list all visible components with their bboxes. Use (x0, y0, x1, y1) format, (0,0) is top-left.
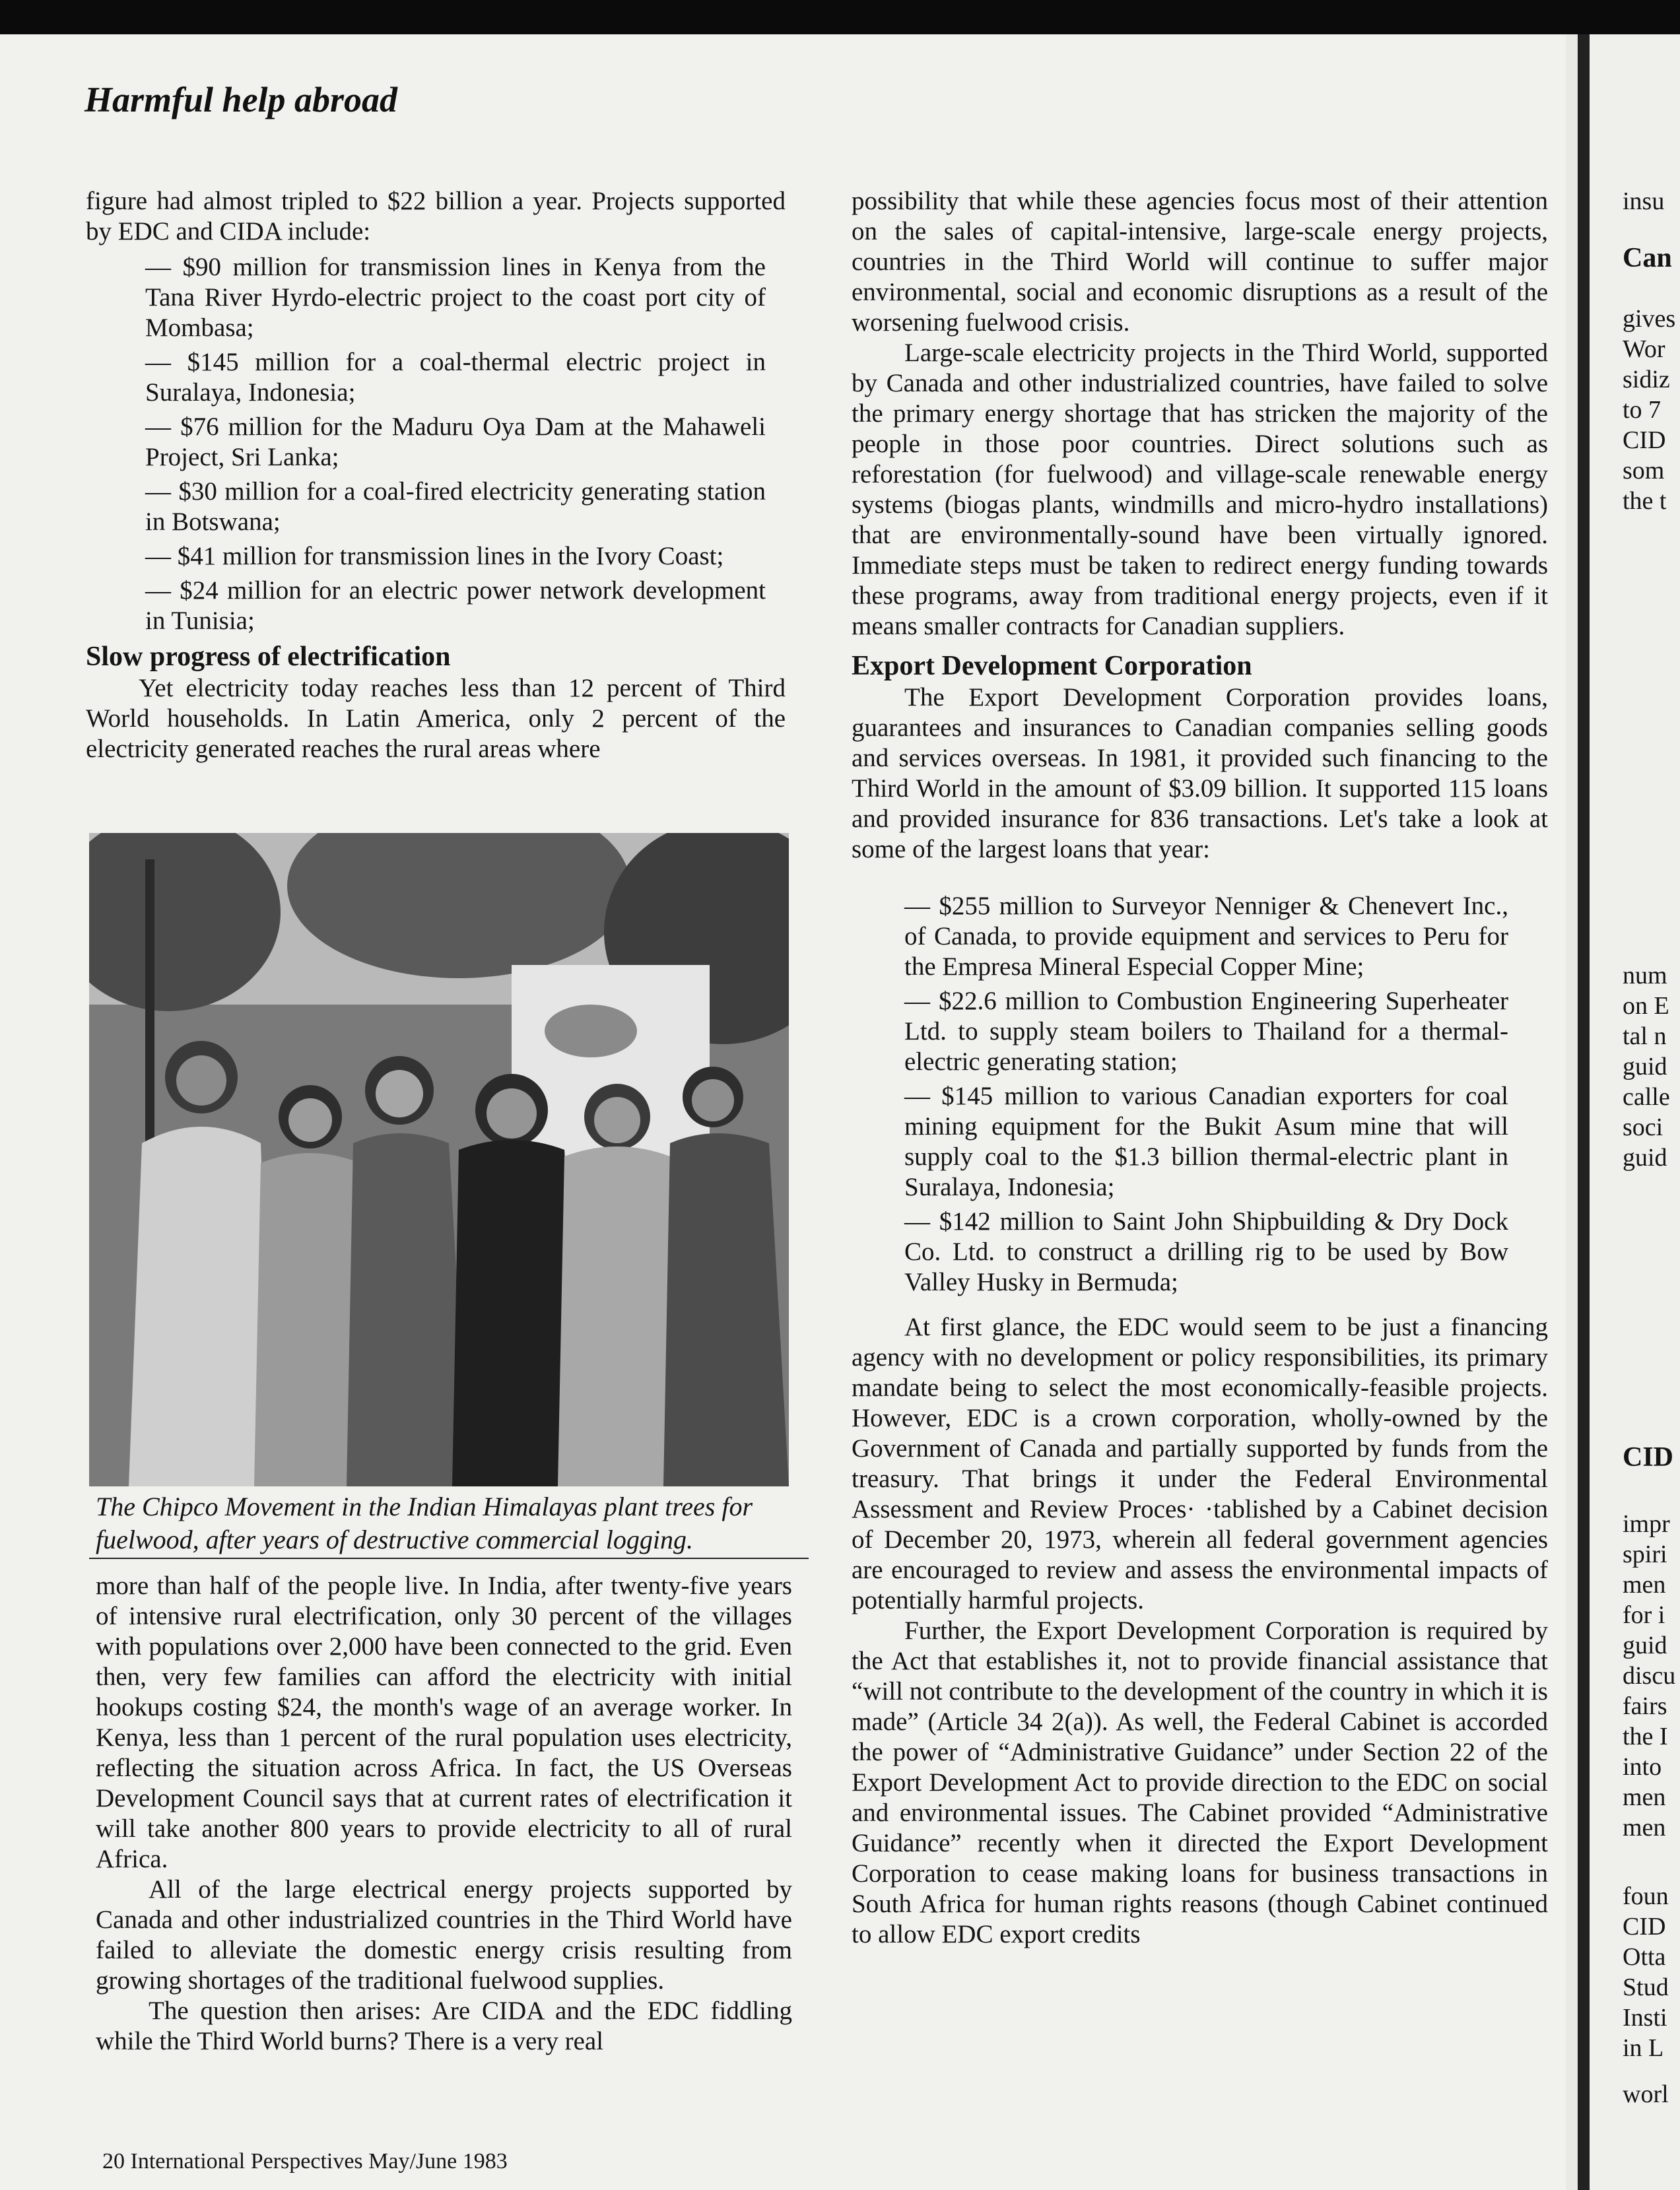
photo-illustration (89, 833, 789, 1486)
fragment-block-1: gives Wor sidiz to 7 CID som the t (1623, 305, 1676, 515)
list-item: — $145 million for a coal-thermal electric project in Suralaya, Indonesia; (145, 348, 766, 407)
chipco-movement-photo (89, 833, 789, 1486)
paragraph: possibility that while these agencies focus most of their attention on the sales of capital-intensive, large-scale energy projects, countries in the Third World will continue to suffer major environmental, social and economic disruptions as a result of the worsening fuelwood crisis. (852, 187, 1548, 337)
fragment-top: insu (1623, 187, 1665, 215)
left-column-bottom (96, 1571, 792, 2057)
fragment-block-2: num on E tal n guid calle soci guid (1623, 962, 1670, 1172)
list-item: — $255 million to Surveyor Nenniger & Chenevert Inc., of Canada, to provide equipment and services to Peru for the Empresa Mineral Especial Copper Mine; (904, 892, 1508, 981)
section-heading: Slow progress of electrification (86, 642, 451, 672)
paragraph: The question then arises: Are CIDA and the EDC fiddling while the Third World burns? There is a very real (96, 1997, 792, 2055)
fragment-heading-1: Can (1623, 243, 1672, 273)
paragraph: At first glance, the EDC would seem to be just a financing agency with no development or policy responsibilities, its primary mandate being to select the most economically-feasible projects. However, EDC is a crown corporation, wholly-owned by the Government of Canada and partially supported by funds from the treasury. That brings it under the Federal Environmental Assessment and Review Proces· ·tablished by a Cabinet decision of December 20, 1973, wherein all federal government agencies are encouraged to review and assess the environmental impacts of potentially harmful projects. (852, 1313, 1548, 1614)
paragraph: Yet electricity today reaches less than 12 percent of Third World households. In Latin America, only 2 percent of the electricity generated reaches the rural areas where (86, 674, 786, 763)
section-heading: Export Development Corporation (852, 651, 1252, 681)
list-item: — $24 million for an electric power network development in Tunisia; (145, 576, 766, 635)
left-column-top (86, 186, 786, 764)
right-column (852, 186, 1548, 1950)
list-item: — $142 million to Saint John Shipbuilding & Dry Dock Co. Ltd. to construct a drilling rig to be used by Bow Valley Husky in Bermuda; (904, 1207, 1508, 1296)
photo-caption: The Chipco Movement in the Indian Himalayas plant trees for fuelwood, after years of destructive commercial logging. (96, 1492, 753, 1554)
list-item: — $90 million for transmission lines in Kenya from the Tana River Hyrdo-electric project to the coast port city of Mombasa; (145, 253, 766, 342)
paragraph: more than half of the people live. In India, after twenty-five years of intensive rural electrification, only 30 percent of the villages with populations over 2,000 have been connected to the grid. Even then, very few families can afford the electricity with initial hookups costing $24, the month's wage of an average worker. In Kenya, less than 1 percent of the rural population uses electricity, reflecting the situation across Africa. In fact, the US Overseas Development Council says that at current rates of electrification it will take another 800 years to provide electricity to all of rural Africa. (96, 1572, 792, 1873)
list-item: — $22.6 million to Combustion Engineering Superheater Ltd. to supply steam boilers to Thailand for a thermal-electric generating station; (904, 987, 1508, 1076)
paragraph: The Export Development Corporation provides loans, guarantees and insurances to Canadian companies selling goods and services overseas. In 1981, it provided such financing to the Third World in the amount of $3.09 billion. It supported 115 loans and provided insurance for 836 transactions. Let's take a look at some of the largest loans that year: (852, 683, 1548, 863)
list-item: — $41 million for transmission lines in the Ivory Coast; (145, 542, 724, 570)
loan-list (852, 891, 1548, 1298)
fragment-block-4: foun CID Otta Stud Insti in L (1623, 1882, 1669, 2062)
scan-top-edge (0, 0, 1680, 34)
paragraph: Large-scale electricity projects in the Third World, supported by Canada and other industrialized countries, have failed to solve the primary energy shortage that has stricken the majority of the people in those poor countries. Direct solutions such as reforestation (for fuelwood) and village-scale renewable energy systems (biogas plants, windmills and micro-hydro installations) that are environmentally-sound have been virtually ignored. Immediate steps must be taken to redirect energy funding towards these programs, away from traditional energy projects, even if it means smaller contracts for Canadian suppliers. (852, 339, 1548, 640)
paragraph: Further, the Export Development Corporation is required by the Act that establishes it, not to provide financial assistance that “will not contribute to the development of the country in which it is made” (Article 34 2(a)). As well, the Federal Cabinet is accorded the power of “Administrative Guidance” under Section 22 of the Export Development Act to provide direction to the EDC on social and environmental issues. The Cabinet provided “Administrative Guidance” recently when it directed the Export Development Corporation to cease making loans for business transactions in South Africa for human rights reasons (though Cabinet continued to allow EDC export credits (852, 1616, 1548, 1948)
page-title: Harmful help abroad (84, 80, 398, 119)
list-item: — $30 million for a coal-fired electricity generating station in Botswana; (145, 477, 766, 536)
project-list (86, 252, 786, 636)
fragment-heading-2: CID (1623, 1442, 1674, 1473)
paragraph: All of the large electrical energy projects supported by Canada and other industrialized countries in the Third World have failed to alleviate the domestic energy crisis resulting from growing shortages of the traditional fuelwood supplies. (96, 1875, 792, 1995)
list-item: — $76 million for the Maduru Oya Dam at the Mahaweli Project, Sri Lanka; (145, 413, 766, 471)
list-item: — $145 million to various Canadian exporters for coal mining equipment for the Bukit Asum mine that will supply coal to the $1.3 billion thermal-electric plant in Suralaya, Indonesia; (904, 1082, 1508, 1201)
fragment-block-3: impr spiri men for i guid discu fairs the I into men men (1623, 1510, 1676, 1842)
intro-paragraph: figure had almost tripled to $22 billion a year. Projects supported by EDC and CIDA include: (86, 187, 786, 246)
fragment-bottom: worl (1623, 2080, 1669, 2108)
caption-rule (89, 1558, 809, 1559)
page-footer: 20 International Perspectives May/June 1983 (102, 2149, 508, 2173)
